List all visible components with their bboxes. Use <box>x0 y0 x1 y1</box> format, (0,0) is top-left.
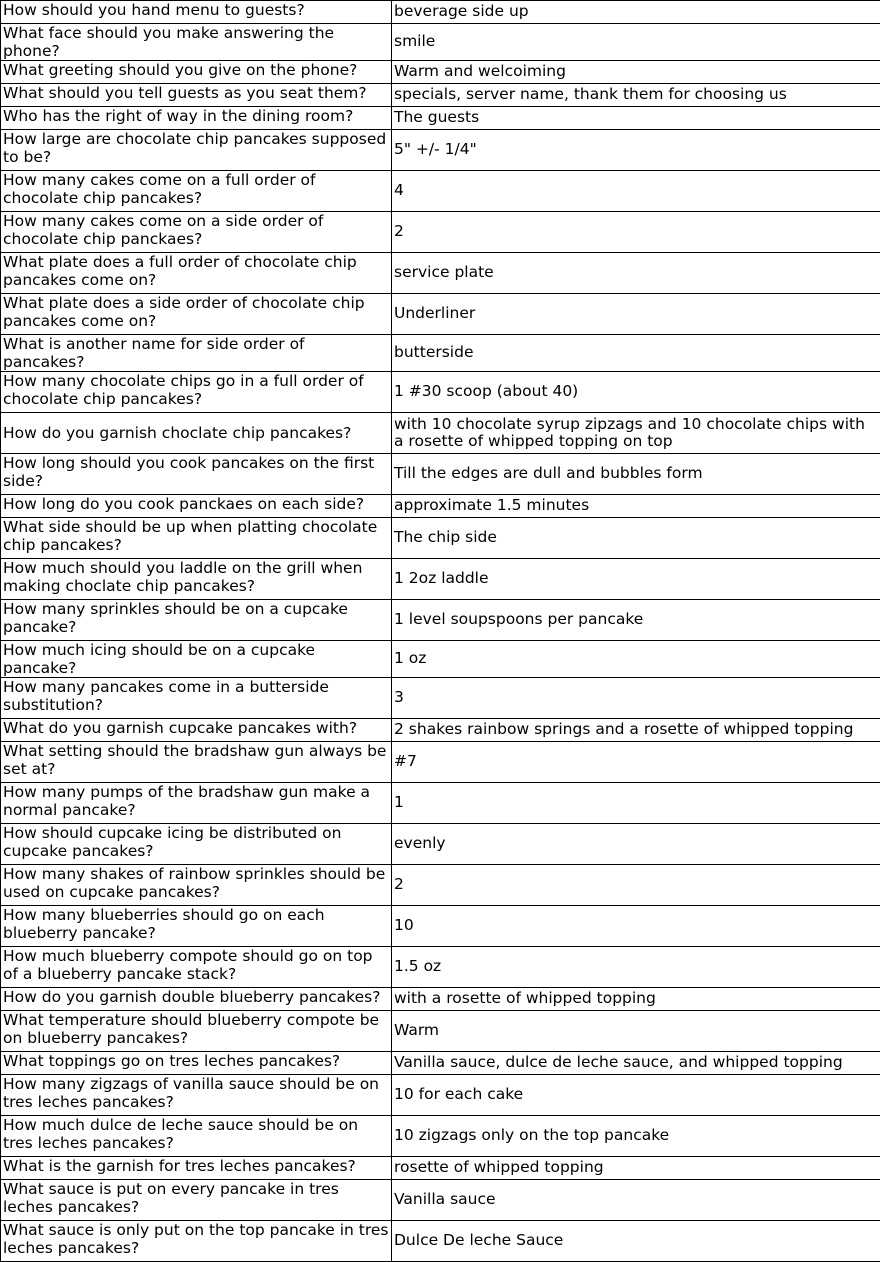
question-cell: How many pumps of the bradshaw gun make a normal pancake? <box>1 783 392 824</box>
answer-cell: service plate <box>392 253 880 294</box>
answer-cell: #7 <box>392 742 880 783</box>
question-cell: What temperature should blueberry compote be on blueberry pancakes? <box>1 1011 392 1052</box>
answer-cell: 1 #30 scoop (about 40) <box>392 372 880 413</box>
answer-cell: 1 oz <box>392 641 880 678</box>
question-cell: What greeting should you give on the phone? <box>1 61 392 84</box>
answer-cell: 1.5 oz <box>392 947 880 988</box>
table-row <box>1 171 880 212</box>
table-row <box>1 559 880 600</box>
answer-cell: 2 <box>392 865 880 906</box>
table-row <box>1 1221 880 1262</box>
table-row <box>1 1 880 24</box>
answer-cell: Warm and welcoiming <box>392 61 880 84</box>
answer-cell: 2 <box>392 212 880 253</box>
table-row <box>1 988 880 1011</box>
question-cell: How much icing should be on a cupcake pancake? <box>1 641 392 678</box>
table-row <box>1 742 880 783</box>
question-cell: How large are chocolate chip pancakes supposed to be? <box>1 130 392 171</box>
answer-cell: Dulce De leche Sauce <box>392 1221 880 1262</box>
table-row <box>1 413 880 454</box>
table-row <box>1 1011 880 1052</box>
question-cell: How many shakes of rainbow sprinkles should be used on cupcake pancakes? <box>1 865 392 906</box>
question-cell: What side should be up when platting chocolate chip pancakes? <box>1 518 392 559</box>
answer-cell: 3 <box>392 678 880 719</box>
answer-cell: 5" +/- 1/4" <box>392 130 880 171</box>
answer-cell: butterside <box>392 335 880 372</box>
answer-cell: Warm <box>392 1011 880 1052</box>
answer-cell: with 10 chocolate syrup zipzags and 10 chocolate chips with a rosette of whipped topping on top <box>392 413 880 454</box>
answer-cell: 10 <box>392 906 880 947</box>
question-cell: How should cupcake icing be distributed on cupcake pancakes? <box>1 824 392 865</box>
table-row <box>1 1052 880 1075</box>
table-row <box>1 678 880 719</box>
answer-cell: 10 for each cake <box>392 1075 880 1116</box>
question-cell: What sauce is only put on the top pancake in tres leches pancakes? <box>1 1221 392 1262</box>
table-row <box>1 947 880 988</box>
answer-cell: Vanilla sauce, dulce de leche sauce, and whipped topping <box>392 1052 880 1075</box>
question-cell: How many blueberries should go on each blueberry pancake? <box>1 906 392 947</box>
question-cell: How many cakes come on a side order of chocolate chip panckaes? <box>1 212 392 253</box>
table-row <box>1 454 880 495</box>
question-cell: What do you garnish cupcake pancakes with? <box>1 719 392 742</box>
table-row <box>1 719 880 742</box>
question-cell: How many cakes come on a full order of chocolate chip pancakes? <box>1 171 392 212</box>
table-row <box>1 372 880 413</box>
question-cell: How many pancakes come in a butterside substitution? <box>1 678 392 719</box>
table-row <box>1 600 880 641</box>
answer-cell: The guests <box>392 107 880 130</box>
answer-cell: smile <box>392 24 880 61</box>
table-row <box>1 518 880 559</box>
table-row <box>1 1157 880 1180</box>
table-row <box>1 906 880 947</box>
answer-cell: Till the edges are dull and bubbles form <box>392 454 880 495</box>
question-cell: What toppings go on tres leches pancakes? <box>1 1052 392 1075</box>
table-row <box>1 495 880 518</box>
table-row <box>1 61 880 84</box>
question-cell: What plate does a full order of chocolate chip pancakes come on? <box>1 253 392 294</box>
question-cell: Who has the right of way in the dining room? <box>1 107 392 130</box>
answer-cell: rosette of whipped topping <box>392 1157 880 1180</box>
question-cell: What should you tell guests as you seat them? <box>1 84 392 107</box>
question-cell: How long do you cook panckaes on each side? <box>1 495 392 518</box>
answer-cell: The chip side <box>392 518 880 559</box>
table-row <box>1 130 880 171</box>
question-cell: What setting should the bradshaw gun always be set at? <box>1 742 392 783</box>
answer-cell: 10 zigzags only on the top pancake <box>392 1116 880 1157</box>
answer-cell: evenly <box>392 824 880 865</box>
answer-cell: specials, server name, thank them for choosing us <box>392 84 880 107</box>
answer-cell: with a rosette of whipped topping <box>392 988 880 1011</box>
table-row <box>1 1180 880 1221</box>
table-row <box>1 865 880 906</box>
answer-cell: 2 shakes rainbow springs and a rosette of whipped topping <box>392 719 880 742</box>
question-cell: How many sprinkles should be on a cupcake pancake? <box>1 600 392 641</box>
answer-cell: 1 level soupspoons per pancake <box>392 600 880 641</box>
question-cell: What is the garnish for tres leches pancakes? <box>1 1157 392 1180</box>
table-row <box>1 212 880 253</box>
question-cell: How should you hand menu to guests? <box>1 1 392 24</box>
table-row <box>1 335 880 372</box>
table-row <box>1 24 880 61</box>
answer-cell: beverage side up <box>392 1 880 24</box>
answer-cell: approximate 1.5 minutes <box>392 495 880 518</box>
table-row <box>1 1116 880 1157</box>
table-row <box>1 783 880 824</box>
question-cell: How much should you laddle on the grill when making choclate chip pancakes? <box>1 559 392 600</box>
question-cell: What sauce is put on every pancake in tres leches pancakes? <box>1 1180 392 1221</box>
question-cell: How many chocolate chips go in a full order of chocolate chip pancakes? <box>1 372 392 413</box>
answer-cell: Vanilla sauce <box>392 1180 880 1221</box>
question-cell: How do you garnish double blueberry pancakes? <box>1 988 392 1011</box>
answer-cell: 1 2oz laddle <box>392 559 880 600</box>
table-row <box>1 253 880 294</box>
table-row <box>1 107 880 130</box>
question-cell: How many zigzags of vanilla sauce should be on tres leches pancakes? <box>1 1075 392 1116</box>
question-cell: How do you garnish choclate chip pancakes? <box>1 413 392 454</box>
qa-table-body <box>1 1 880 1262</box>
question-cell: How much dulce de leche sauce should be on tres leches pancakes? <box>1 1116 392 1157</box>
question-cell: How long should you cook pancakes on the first side? <box>1 454 392 495</box>
table-row <box>1 824 880 865</box>
question-cell: How much blueberry compote should go on top of a blueberry pancake stack? <box>1 947 392 988</box>
answer-cell: 4 <box>392 171 880 212</box>
table-row <box>1 641 880 678</box>
table-row <box>1 1075 880 1116</box>
answer-cell: 1 <box>392 783 880 824</box>
question-cell: What plate does a side order of chocolate chip pancakes come on? <box>1 294 392 335</box>
table-row <box>1 294 880 335</box>
answer-cell: Underliner <box>392 294 880 335</box>
question-cell: What face should you make answering the phone? <box>1 24 392 61</box>
table-row <box>1 84 880 107</box>
question-cell: What is another name for side order of pancakes? <box>1 335 392 372</box>
